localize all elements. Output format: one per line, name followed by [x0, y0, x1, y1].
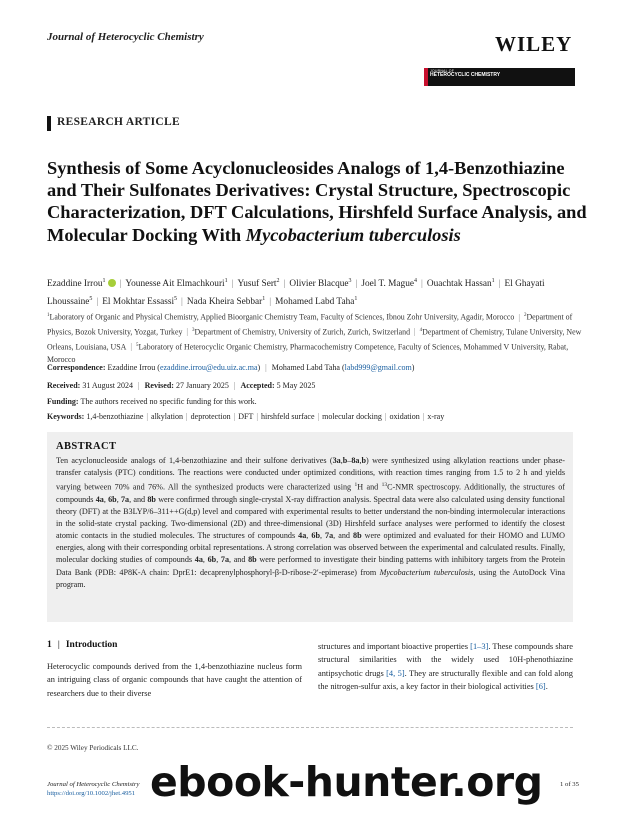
- keyword: hirshfeld surface: [260, 412, 315, 421]
- funding: [47, 397, 587, 407]
- author-affiliation-marker: 3: [348, 278, 352, 284]
- article-title: [47, 157, 587, 246]
- accepted-date: 5 May 2025: [276, 381, 316, 390]
- correspondence-label: Correspondence:: [47, 363, 106, 372]
- wiley-logo: WILEY: [495, 32, 573, 56]
- affiliation-text: Department of Chemistry, University of Zurich, Zurich, Switzerland: [194, 327, 411, 337]
- correspondence-email-1[interactable]: ezaddine.irrou@edu.uiz.ac.ma: [159, 363, 258, 372]
- article-dates: Received: 31 August 2024 | Revised: 27 January 2025 | Accepted: 5 May 2025: [47, 381, 316, 390]
- affiliation-text: Laboratory of Organic and Physical Chemistry, Applied Bioorganic Chemistry Team, Faculty of Sciences, Ibnou Zohr University, Agadir, Morocco: [49, 312, 515, 322]
- author-separator: |: [283, 279, 286, 290]
- keyword-separator: |: [422, 412, 425, 421]
- author-name: Younesse Ait Elmachkouri: [125, 279, 225, 290]
- keyword: DFT: [238, 412, 254, 421]
- revised-label: Revised:: [144, 381, 174, 390]
- received-date: 31 August 2024: [82, 381, 133, 390]
- section-heading-introduction: [47, 640, 117, 650]
- author-separator: |: [119, 279, 122, 290]
- author-affiliation-marker: 5: [89, 296, 93, 303]
- section-title: Introduction: [65, 640, 118, 650]
- author-name: El Mokhtar Essassi: [102, 297, 175, 308]
- section-number: 1: [47, 640, 52, 650]
- keyword-separator: |: [146, 412, 149, 421]
- journal-logo-accent: [424, 68, 428, 86]
- title-main: Synthesis of Some Acyclonucleosides Analogs of 1,4-Benzothiazine and Their Sulfonates Derivatives: Crystal Structure, Spectroscopic Characterization, DFT Calculations, Hirshfeld Surface Analysis, and Molecular Docking With: [47, 158, 587, 245]
- author-name: Nada Kheira Sebbar: [186, 297, 263, 308]
- journal-logo-small-text: JOURNAL OF: [430, 69, 455, 73]
- affiliation-number: 5: [135, 342, 139, 348]
- author-separator: |: [181, 297, 183, 308]
- author-affiliation-marker: 1: [491, 278, 495, 284]
- author-affiliation-marker: 2: [276, 278, 280, 284]
- keyword: molecular docking: [322, 412, 382, 421]
- affiliation-number: 3: [191, 327, 195, 333]
- author-list: [47, 274, 587, 310]
- author-separator: |: [96, 297, 99, 308]
- affiliation-text: Laboratory of Heterocyclic Organic Chemistry, Pharmacochemistry Competence, Faculty of Sciences, Mohammed V University, Rabat, Morocco: [47, 342, 569, 365]
- affiliation-number: 1: [47, 313, 50, 318]
- funding-label: Funding:: [47, 397, 79, 406]
- author-name: Yusuf Sert: [237, 279, 277, 290]
- correspondence-email-2[interactable]: labd999@gmail.com: [344, 363, 412, 372]
- intro-column-right: structures and important bioactive properties [1–3]. These compounds share structural similarities with the widely used 10H-phenothiazine antipsychotic drugs [4, 5]. They are structurally flexible and can fold along the nitrogen-sulfur axis, a key factor in their biological activities [6].: [318, 642, 573, 692]
- section-divider: |: [57, 640, 60, 650]
- correspondence: Correspondence: Ezaddine Irrou (ezaddine.irrou@edu.uiz.ac.ma) | Mohamed Labd Taha (labd999@gmail.com): [47, 363, 415, 372]
- keyword-separator: |: [317, 412, 320, 421]
- keyword: 1,4-benzothiazine: [86, 412, 144, 421]
- author-name: Joel T. Mague: [361, 279, 414, 290]
- author-name: Olivier Blacque: [289, 279, 349, 290]
- keywords-label: Keywords:: [47, 412, 85, 421]
- keyword: alkylation: [151, 412, 184, 421]
- page-number: 1 of 35: [560, 781, 579, 788]
- article-type: RESEARCH ARTICLE: [57, 116, 180, 128]
- affiliation-separator: |: [518, 312, 520, 322]
- author-separator: |: [269, 297, 272, 308]
- keyword-separator: |: [186, 412, 188, 421]
- title-italic: Mycobacterium tuberculosis: [245, 224, 461, 245]
- correspondence-name-1: Ezaddine Irrou: [107, 363, 156, 372]
- keyword-separator: |: [256, 412, 258, 421]
- journal-logo-main-text: HETEROCYCLIC CHEMISTRY: [430, 72, 501, 78]
- author-affiliation-marker: 1: [354, 296, 358, 303]
- funding-text: The authors received no specific funding for this work.: [80, 397, 257, 406]
- author-affiliation-marker: 1: [262, 296, 266, 303]
- author-name: Mohamed Labd Taha: [275, 297, 355, 308]
- author-affiliation-marker: 5: [174, 296, 178, 303]
- keyword-separator: |: [233, 412, 236, 421]
- keyword-separator: |: [384, 412, 387, 421]
- correspondence-name-2: Mohamed Labd Taha: [271, 363, 340, 372]
- affiliation-separator: |: [186, 327, 188, 337]
- author-separator: |: [420, 279, 423, 290]
- footer-journal: Journal of Heterocyclic Chemistry: [47, 781, 140, 788]
- orcid-icon[interactable]: [108, 279, 116, 287]
- affiliations: [47, 309, 587, 367]
- author-name: Ouachtak Hassan: [426, 279, 492, 290]
- footnote-divider: [47, 727, 573, 728]
- author-affiliation-marker: 1: [102, 278, 106, 284]
- affiliation-text: Department of Chemistry, Tulane University, New Orleans, Louisiana, USA: [47, 327, 582, 352]
- author-separator: |: [231, 279, 234, 290]
- affiliation-number: 4: [419, 327, 423, 333]
- affiliation-text: Department of Physics, Bozok University, Yozgat, Turkey: [47, 312, 573, 337]
- journal-name: Journal of Heterocyclic Chemistry: [47, 31, 204, 43]
- author-separator: |: [498, 279, 501, 290]
- keyword: x-ray: [427, 412, 445, 421]
- author-name: El Ghayati Lhoussaine: [47, 279, 545, 308]
- watermark: ebook-hunter.org: [150, 758, 543, 806]
- keyword: deprotection: [190, 412, 231, 421]
- affiliation-separator: |: [130, 342, 132, 352]
- intro-column-left: Heterocyclic compounds derived from the 1,4-benzothiazine nucleus form an intriguing class of organic compounds that have caught the attention of researchers due to their diverse: [47, 662, 302, 698]
- abstract-text: Ten acyclonucleoside analogs of 1,4-benzothiazine and their sulfone derivatives (3a,b–8a,b) were synthesized using alkylation reactions under phase-transfer catalysis (PTC) conditions. The reactions were conducted under optimized conditions, with reaction times ranging from 1.5 to 2 h and yields varying between 70% and 76%. All the synthesized products were characterized using $^1$H and $^{13}$C-NMR spectroscopy. Additionally, the structures of compounds 4a, 6b, 7a, and 8b were confirmed through single-crystal X-ray diffraction analysis. Spectral data were also calculated using density functional theory (DFT) at the B3LYP/6–311++G(d,p) level and compared with experimental results to better understand the non-binding intermolecular interactions in the solid-state crystal packing. Two-dimensional (2D) and three-dimensional (3D) Hirshfeld surface analyses were performed to identify the closest atomic contacts in the studied molecules. The structures of compounds 4a, 6b, 7a, and 8b were optimized and evaluated for their HOMO and LUMO energies, along with their corresponding orbital representations. A strong correlation was observed between the experimental and calculated results. Finally, molecular docking studies of compounds 4a, 6b, 7a, and 8b were performed to investigate their binding patterns with inhibitory targets from the Protein Data Bank (PDB: 4P8K-A chain: DprE1: decaprenylphosphoryl-β-D-ribose-2′-epimerase) from Mycobacterium tuberculosis, using the AutoDock Vina program.: [56, 456, 566, 589]
- article-type-marker: [47, 116, 51, 131]
- author-name: Ezaddine Irrou: [47, 279, 103, 290]
- abstract-heading: ABSTRACT: [56, 441, 117, 452]
- revised-date: 27 January 2025: [175, 381, 229, 390]
- author-separator: |: [355, 279, 358, 290]
- affiliation-separator: |: [414, 327, 416, 337]
- author-affiliation-marker: 1: [224, 278, 228, 284]
- keyword: oxidation: [389, 412, 420, 421]
- journal-logo: [424, 68, 575, 86]
- received-label: Received:: [47, 381, 81, 390]
- author-affiliation-marker: 4: [413, 278, 417, 284]
- keywords: [47, 412, 587, 422]
- copyright-notice: © 2025 Wiley Periodicals LLC.: [47, 744, 139, 752]
- affiliation-number: 2: [523, 313, 527, 318]
- accepted-label: Accepted:: [240, 381, 275, 390]
- footer-doi-link[interactable]: https://doi.org/10.1002/jhet.4951: [47, 790, 136, 797]
